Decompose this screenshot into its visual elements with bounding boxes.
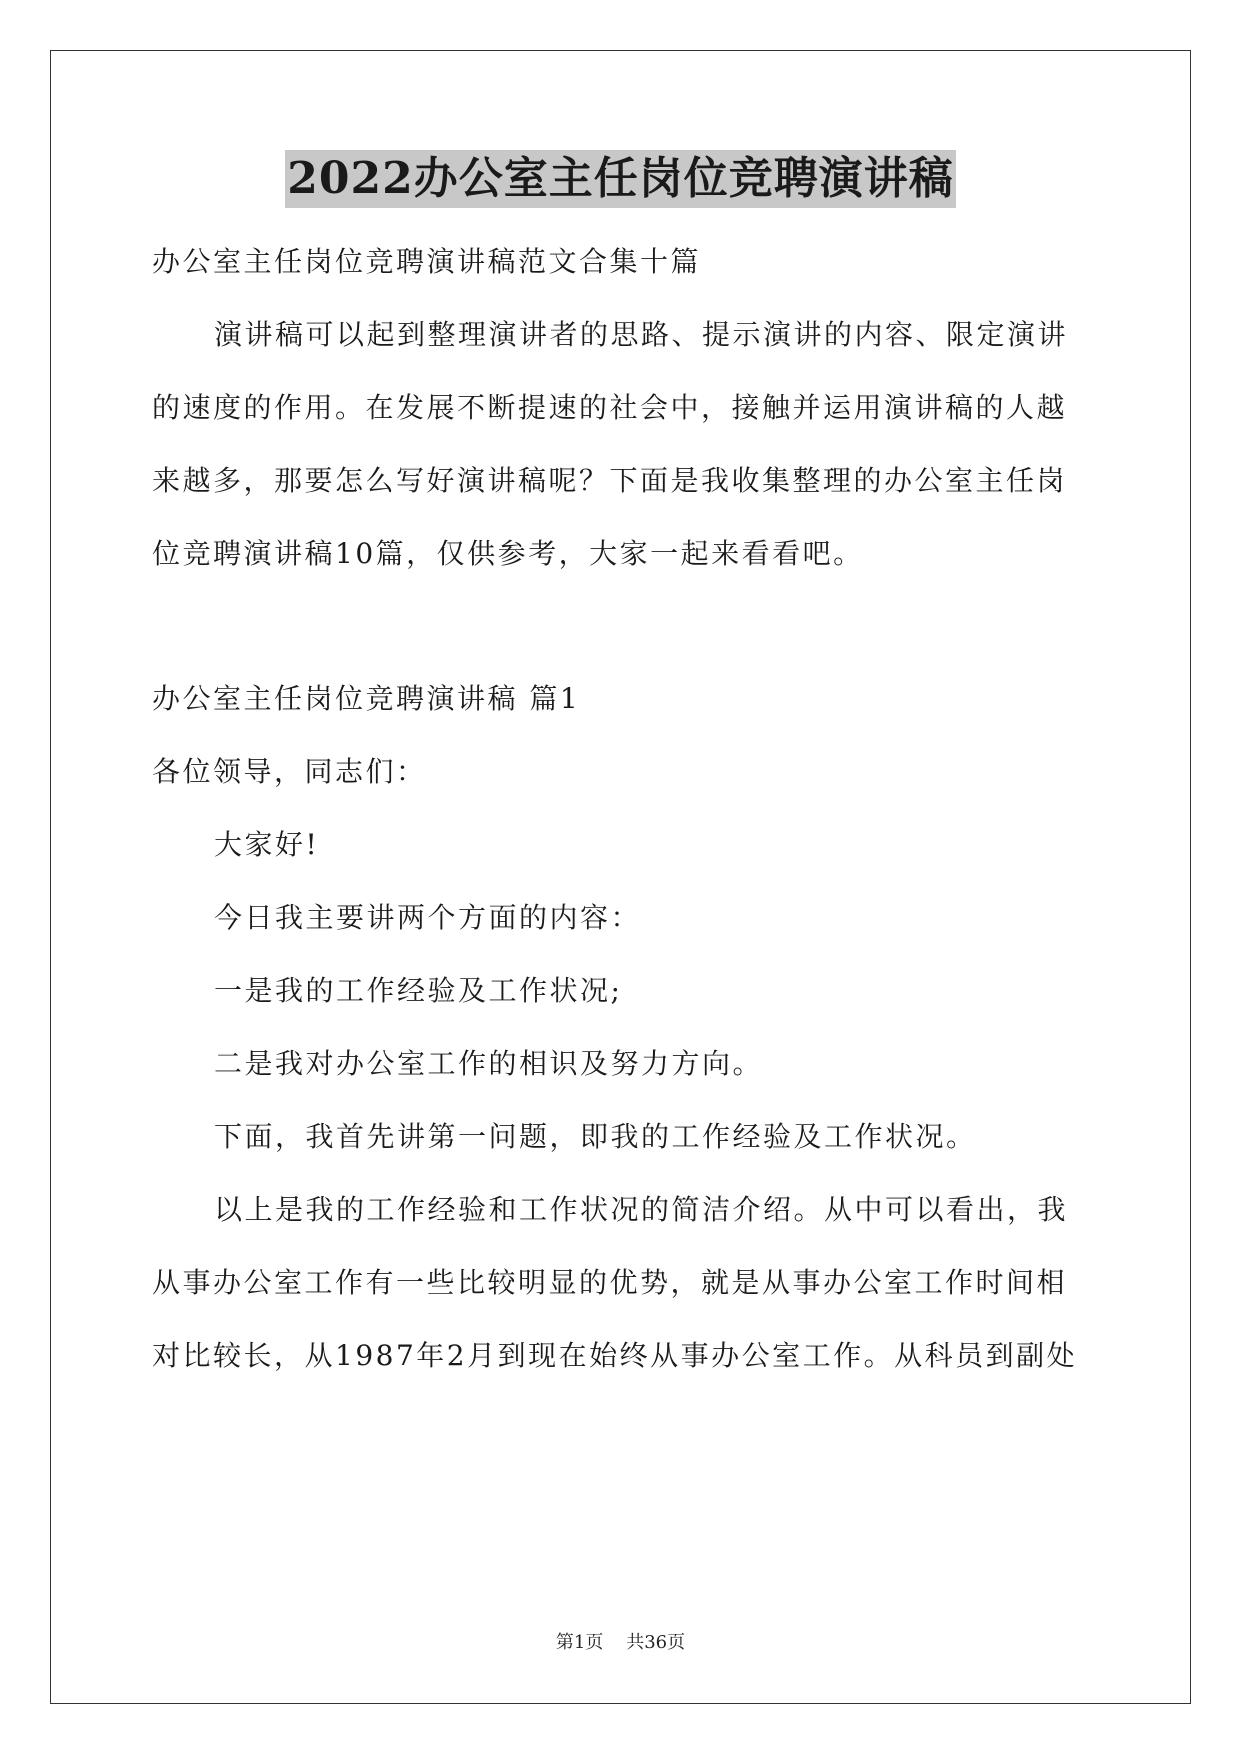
document-subtitle: 办公室主任岗位竞聘演讲稿范文合集十篇 <box>152 245 702 278</box>
page-footer <box>0 1628 1241 1654</box>
page-total: 共36页 <box>626 1632 686 1653</box>
page-number: 第1页 <box>555 1632 604 1653</box>
paragraph: 下面，我首先讲第一问题，即我的工作经验及工作状况。 <box>214 1120 977 1153</box>
intro-line: 位竞聘演讲稿10篇，仅供参考，大家一起来看看吧。 <box>152 537 864 570</box>
closing-line: 对比较长，从1987年2月到现在始终从事办公室工作。从科员到副处 <box>152 1339 1078 1372</box>
intro-line: 演讲稿可以起到整理演讲者的思路、提示演讲的内容、限定演讲 <box>214 318 1069 351</box>
closing-line: 从事办公室工作有一些比较明显的优势，就是从事办公室工作时间相 <box>152 1266 1068 1299</box>
intro-line: 来越多，那要怎么写好演讲稿呢？下面是我收集整理的办公室主任岗 <box>152 464 1068 497</box>
document-title: 2022办公室主任岗位竞聘演讲稿 <box>285 150 955 208</box>
paragraph: 今日我主要讲两个方面的内容： <box>214 901 642 934</box>
section-heading: 办公室主任岗位竞聘演讲稿 篇1 <box>152 682 581 715</box>
closing-line: 以上是我的工作经验和工作状况的简洁介绍。从中可以看出，我 <box>214 1193 1069 1226</box>
title-container <box>0 150 1241 208</box>
salutation: 各位领导，同志们： <box>152 755 427 788</box>
paragraph: 一是我的工作经验及工作状况; <box>214 974 623 1007</box>
paragraph: 二是我对办公室工作的相识及努力方向。 <box>214 1047 764 1080</box>
greeting: 大家好! <box>214 828 320 861</box>
page-frame <box>50 50 1191 1704</box>
intro-line: 的速度的作用。在发展不断提速的社会中，接触并运用演讲稿的人越 <box>152 391 1068 424</box>
